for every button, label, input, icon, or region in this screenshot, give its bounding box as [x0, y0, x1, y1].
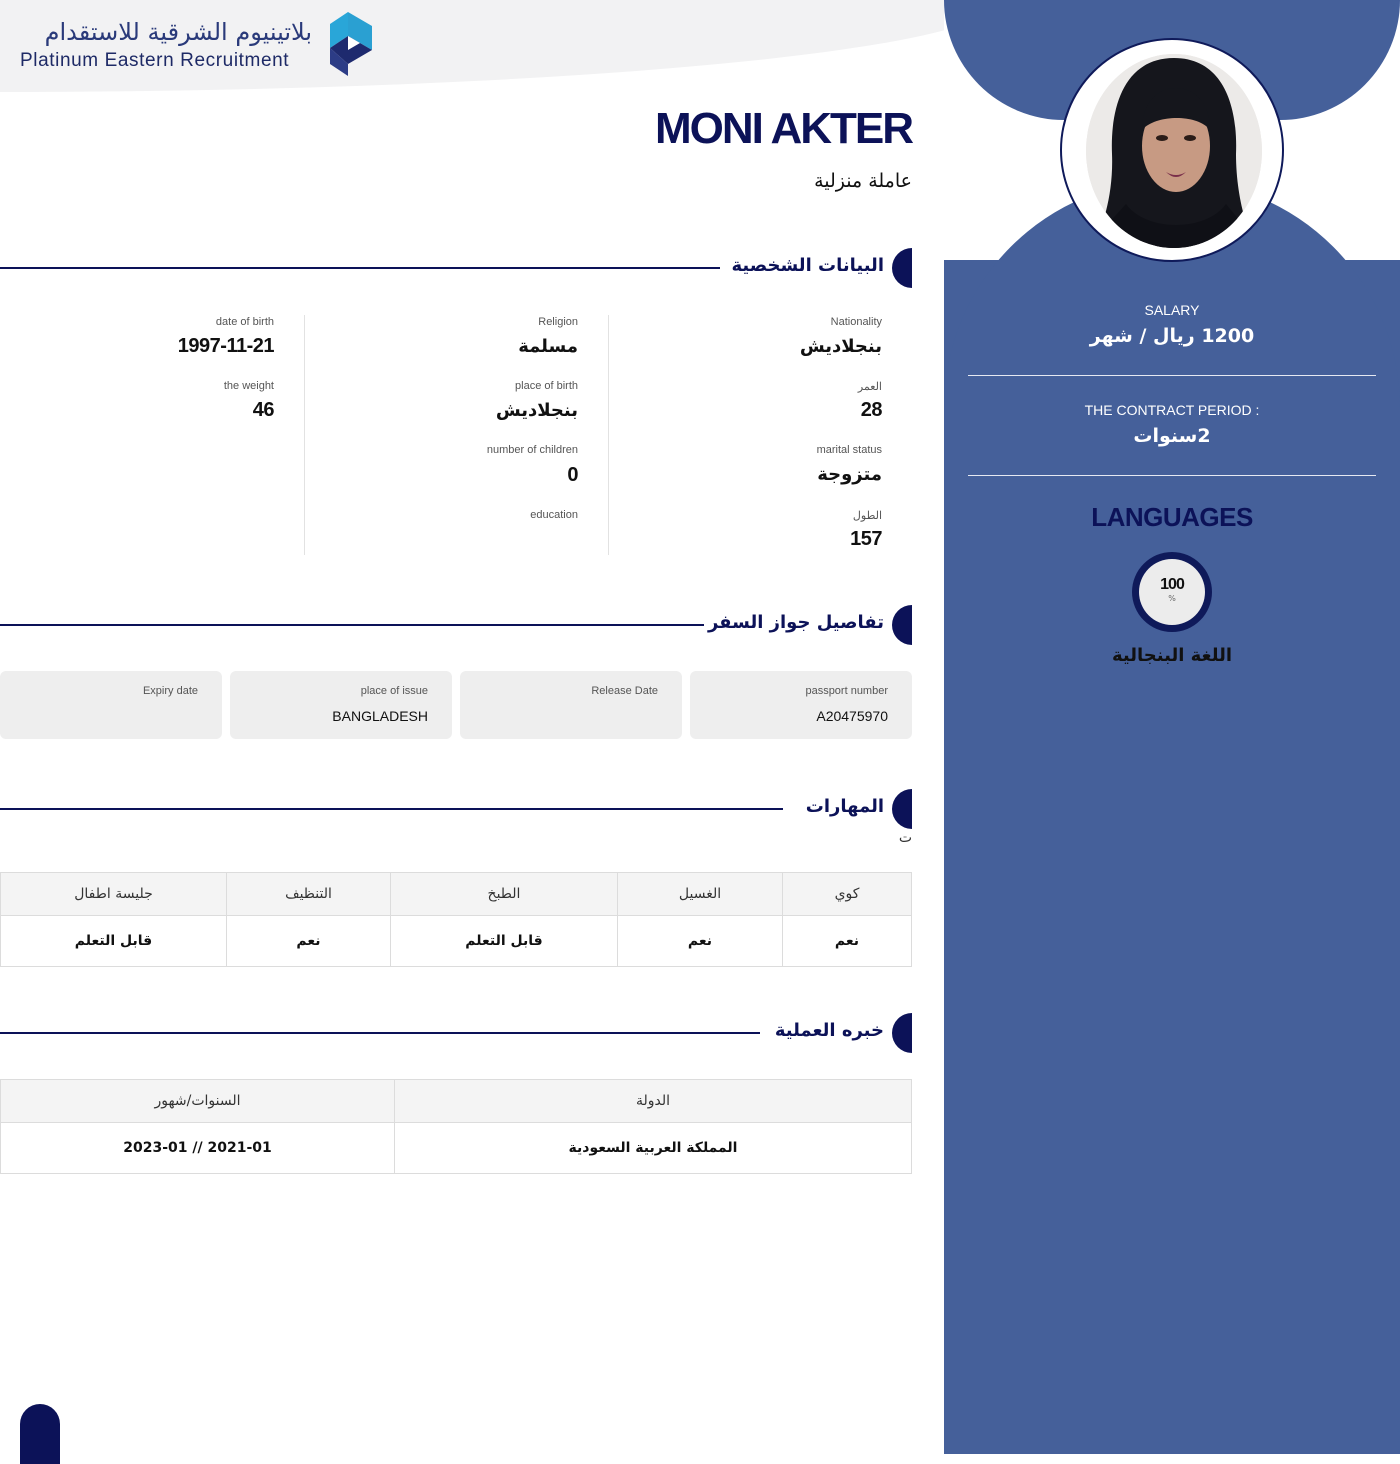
sidebar-arch [944, 180, 1400, 1454]
language-name: اللغة البنجالية [1112, 645, 1232, 666]
section-title: البيانات الشخصية [731, 255, 884, 276]
experience-period: 2021-01 // 2023-01 [1, 1123, 395, 1174]
weight-label: the weight [223, 380, 274, 392]
section-rule [0, 267, 720, 269]
skills-table [0, 872, 912, 967]
language-level-inner [1139, 559, 1205, 625]
language-level-ring [1132, 552, 1212, 632]
children-value: 0 [567, 464, 578, 486]
skill-value: قابل التعلم [1, 916, 227, 967]
date-of-birth-value: 1997-11-21 [177, 335, 274, 357]
contract-period-label: THE CONTRACT PERIOD : [1084, 402, 1260, 418]
skill-header: الغسيل [618, 873, 783, 916]
place-of-issue-card [230, 671, 452, 739]
section-rule [0, 808, 783, 810]
experience-header: الدولة [395, 1080, 912, 1123]
table-row [1, 1123, 912, 1174]
nationality-value: بنجلاديش [799, 336, 882, 357]
religion-label: Religion [538, 316, 578, 328]
section-tab [892, 789, 912, 829]
skills-note: ت [898, 830, 912, 846]
job-title: عاملة منزلية [814, 170, 912, 192]
table-row [1, 916, 912, 967]
footer-tab [20, 1404, 60, 1464]
sidebar-divider [968, 375, 1376, 376]
section-title: المهارات [805, 796, 884, 817]
skill-value: نعم [783, 916, 912, 967]
column-divider [304, 315, 305, 555]
experience-header: السنوات/شهور [1, 1080, 395, 1123]
column-divider [608, 315, 609, 555]
table-header-row [1, 873, 912, 916]
company-logo [18, 12, 378, 76]
section-title: تفاصيل جواز السفر [707, 612, 884, 633]
skill-value: قابل التعلم [391, 916, 618, 967]
nationality-label: Nationality [830, 316, 882, 328]
salary-value: 1200 ريال / شهر [1089, 325, 1255, 347]
skill-header: التنظيف [227, 873, 391, 916]
passport-number-card [690, 671, 912, 739]
skill-value: نعم [618, 916, 783, 967]
sidebar-divider [968, 475, 1376, 476]
passport-number-value: A20475970 [816, 708, 888, 724]
language-percent: 100 [1160, 576, 1184, 593]
age-label: العمر [857, 381, 882, 393]
children-label: number of children [486, 444, 578, 456]
section-rule [0, 624, 704, 626]
experience-country: المملكة العربية السعودية [395, 1123, 912, 1174]
section-rule [0, 1032, 760, 1034]
section-title: خبره العملية [774, 1020, 884, 1041]
place-of-birth-value: بنجلاديش [495, 400, 578, 421]
section-personal-data [0, 248, 912, 288]
experience-table [0, 1079, 912, 1174]
marital-status-label: marital status [816, 444, 882, 456]
languages-title: LANGUAGES [1091, 502, 1253, 532]
height-label: الطول [852, 510, 882, 522]
logo-mark-icon [326, 12, 374, 76]
release-date-card [460, 671, 682, 739]
section-tab [892, 248, 912, 288]
candidate-name: MONI AKTER [654, 104, 912, 153]
place-of-issue-label: place of issue [360, 685, 428, 697]
section-skills [0, 789, 912, 829]
contract-period-value: 2سنوات [1133, 425, 1211, 447]
release-date-label: Release Date [591, 685, 658, 697]
education-label: education [530, 509, 578, 521]
religion-value: مسلمة [518, 336, 578, 357]
section-passport [0, 605, 912, 645]
place-of-issue-value: BANGLADESH [332, 708, 428, 724]
passport-number-label: passport number [805, 685, 888, 697]
table-header-row [1, 1080, 912, 1123]
expiry-date-label: Expiry date [142, 685, 198, 697]
skill-header: كوي [783, 873, 912, 916]
language-percent-unit: % [1168, 594, 1176, 603]
date-of-birth-label: date of birth [215, 316, 274, 328]
skill-header: الطبخ [391, 873, 618, 916]
marital-status-value: متزوجة [817, 464, 882, 485]
logo-arabic-name: بلاتينيوم الشرقية للاستقدام [44, 18, 312, 46]
salary-label: SALARY [1144, 302, 1200, 318]
section-tab [892, 605, 912, 645]
age-value: 28 [860, 399, 882, 421]
expiry-date-card [0, 671, 222, 739]
place-of-birth-label: place of birth [515, 380, 578, 392]
height-value: 157 [850, 528, 882, 550]
section-tab [892, 1013, 912, 1053]
candidate-photo [1086, 54, 1262, 248]
logo-english-name: Platinum Eastern Recruitment [20, 50, 290, 71]
skill-header: جليسة اطفال [1, 873, 227, 916]
weight-value: 46 [252, 399, 274, 421]
section-experience [0, 1013, 912, 1053]
skill-value: نعم [227, 916, 391, 967]
